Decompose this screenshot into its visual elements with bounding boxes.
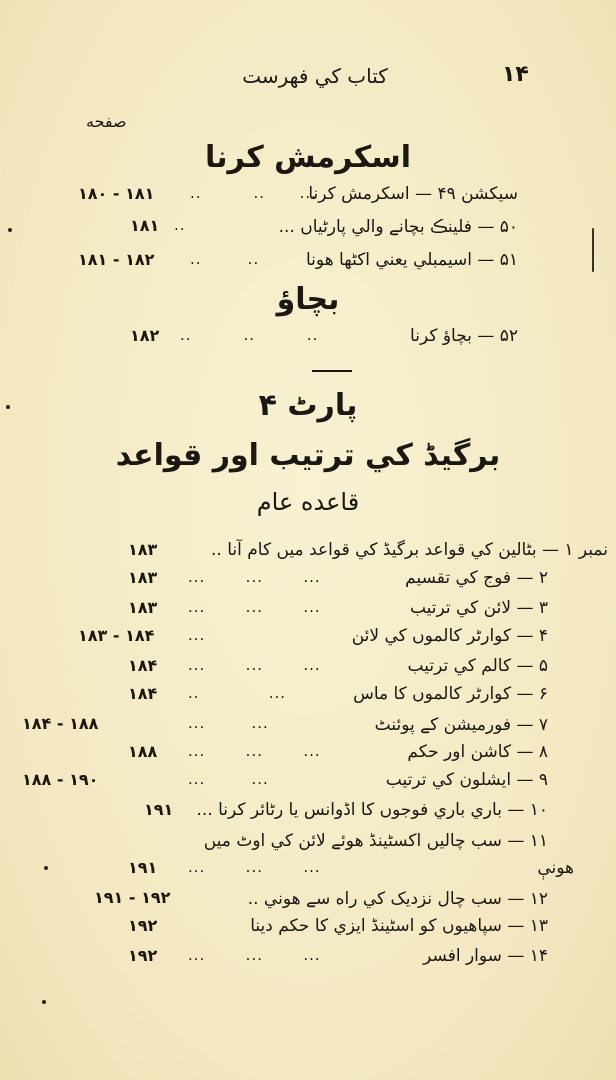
toc-page-ref: ۱۸۳ - ۱۸۴ xyxy=(78,626,155,645)
leader-dots: .. .. .. xyxy=(180,326,319,344)
toc-page-ref: ۱۸۴ - ۱۸۸ xyxy=(22,714,99,733)
toc-entry xyxy=(128,946,548,972)
leader-dots: ... ... xyxy=(188,770,269,788)
toc-entry xyxy=(128,830,548,856)
leader-dots: ... ... ... xyxy=(188,598,321,616)
toc-entry-text: ۳ — لائن کي ترتيب xyxy=(409,598,548,618)
toc-page-ref: ۱۸۲ xyxy=(130,326,160,345)
subsection-heading: قاعده عام xyxy=(256,488,360,516)
toc-entry xyxy=(144,800,548,826)
running-title: کتاب کي فهرست xyxy=(242,64,388,88)
toc-entry-text: ۵۱ — اسيمبلي يعني اکٹھا هونا xyxy=(306,250,518,270)
toc-entry-text: ۵ — کالم کي ترتيب xyxy=(407,656,548,676)
toc-entry xyxy=(22,770,548,796)
toc-page-ref: ۱۸۸ xyxy=(128,742,158,761)
toc-entry-text: سيکشن ۴۹ — اسکرمش کرنا xyxy=(308,184,518,204)
toc-entry-text: هونې xyxy=(537,858,574,878)
toc-page-ref: ۱۸۳ xyxy=(128,568,158,587)
toc-entry-text: ۱۱ — سب چاليں اکسٹينڈ هوئے لائن کي اوٹ ميں xyxy=(203,831,548,851)
toc-page-ref: ۱۹۲ xyxy=(128,916,158,935)
toc-page-ref: ۱۸۸ - ۱۹۰ xyxy=(22,770,99,789)
toc-page-ref: ۱۸۴ xyxy=(128,684,158,703)
leader-dots: ... ... ... xyxy=(188,946,321,964)
toc-entry xyxy=(78,184,518,210)
toc-entry xyxy=(128,656,548,682)
toc-entry xyxy=(128,916,548,942)
toc-entry-text: ۶ — کوارٹر کالموں کا ماس xyxy=(353,684,548,704)
section-heading: بچاؤ xyxy=(276,282,340,317)
toc-entry xyxy=(22,714,548,740)
toc-entry xyxy=(130,216,518,242)
paper-speck xyxy=(42,1000,46,1004)
toc-page-ref: ۱۹۱ - ۱۹۲ xyxy=(94,888,171,907)
toc-entry xyxy=(94,888,548,914)
toc-entry-text: ۴ — کوارٹر کالموں کي لائن xyxy=(351,626,548,646)
toc-entry-text: ۱۲ — سب چال نزديک کي راه سے هوني .. xyxy=(247,889,548,909)
toc-page-ref: ۱۸۳ xyxy=(128,598,158,617)
toc-page-ref: ۱۸۱ xyxy=(130,216,160,235)
leader-dots: .. .. ... xyxy=(190,184,317,202)
toc-page-ref: ۱۸۴ xyxy=(128,656,158,675)
paper-speck xyxy=(8,228,12,232)
toc-page-ref: ۱۹۱ xyxy=(128,858,158,877)
toc-entry-text: ۷ — فورميشن کے پوئنٹ xyxy=(374,715,548,735)
part-heading: پارٹ ۴ xyxy=(258,388,358,423)
toc-page-ref: ۱۸۰ - ۱۸۱ xyxy=(78,184,155,203)
leader-dots: .. .. xyxy=(190,250,260,268)
toc-entry xyxy=(128,540,608,566)
leader-dots: ... ... ... xyxy=(188,742,321,760)
toc-entry xyxy=(128,568,548,594)
leader-dots: ... ... ... xyxy=(188,858,321,876)
toc-entry xyxy=(128,742,548,768)
page-mark xyxy=(592,228,594,272)
leader-dots: ... ... ... xyxy=(188,656,321,674)
toc-entry xyxy=(78,250,518,276)
leader-dots: ... xyxy=(188,626,206,644)
paper-speck xyxy=(44,866,48,870)
toc-entry-text: ۱۰ — باري باري فوجوں کا اڈوانس يا رٹائر کرنا ... xyxy=(196,800,548,820)
leader-dots: ... ... xyxy=(188,714,269,732)
divider-rule xyxy=(312,370,352,372)
toc-entry-text: نمبر ۱ — بٹالين کي قواعد برگيڈ کي قواعد ميں کام آنا .. xyxy=(211,540,608,560)
toc-entry xyxy=(130,326,518,352)
page-column-label: صفحه xyxy=(86,112,127,131)
leader-dots: .. ... xyxy=(188,684,287,702)
page-number: ۱۴ xyxy=(502,62,529,87)
section-heading: اسکرمش کرنا xyxy=(205,140,411,175)
toc-entry-text: ۹ — ايشلون کي ترتيب xyxy=(385,770,548,790)
toc-entry xyxy=(78,626,548,652)
leader-dots: ... ... ... xyxy=(188,568,321,586)
toc-page-ref: ۱۸۳ xyxy=(128,540,158,559)
toc-entry-text: ۵۲ — بچاؤ کرنا xyxy=(410,326,518,346)
toc-entry xyxy=(128,684,548,710)
toc-entry-text: ۲ — فوج کي تقسيم xyxy=(405,568,548,588)
toc-entry-text: ۱۳ — سپاهيوں کو اسٹينڈ ايزي کا حکم دينا xyxy=(250,916,548,936)
toc-entry-text: ۸ — کاشن اور حکم xyxy=(407,742,548,762)
toc-entry-text: ۵۰ — فلينڪ بچانے والي پارٹياں ... xyxy=(278,217,518,237)
toc-page-ref: ۱۸۱ - ۱۸۲ xyxy=(78,250,155,269)
toc-page-ref: ۱۹۲ xyxy=(128,946,158,965)
toc-page-ref: ۱۹۱ xyxy=(144,800,174,819)
toc-entry-text: ۱۴ — سوار افسر xyxy=(423,946,548,966)
part-subheading: برگيڈ کي ترتيب اور قواعد xyxy=(115,438,501,473)
leader-dots: .. xyxy=(174,216,186,234)
toc-entry xyxy=(128,598,548,624)
toc-entry xyxy=(128,858,574,884)
